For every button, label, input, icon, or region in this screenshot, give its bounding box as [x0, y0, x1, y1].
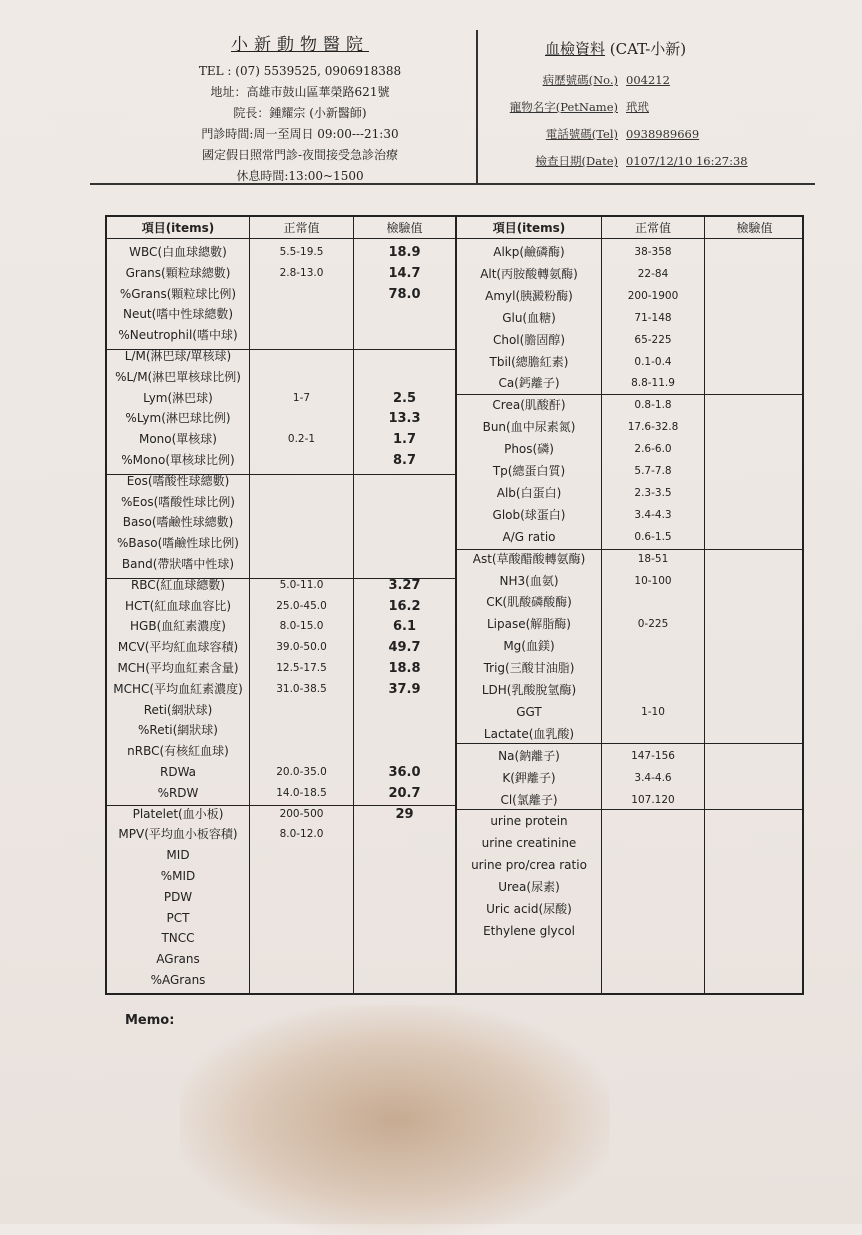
row-item: Grans(顆粒球總數)	[125, 265, 231, 280]
row-normal: 14.0-18.5	[276, 786, 327, 799]
tel-label: 電話號碼(Tel)	[545, 127, 618, 141]
row-result: 8.7	[392, 453, 417, 468]
header-normal-left: 正常值	[283, 221, 320, 235]
row-result: 49.7	[388, 640, 421, 656]
row-normal	[602, 724, 704, 745]
row-normal	[250, 970, 353, 991]
row-result	[705, 899, 804, 920]
row-normal: 3.4-4.6	[634, 771, 672, 784]
row-normal: 107.120	[631, 793, 675, 806]
row-item: WBC(白血球總數)	[129, 245, 227, 259]
row-normal: 0-225	[637, 618, 669, 631]
record-value: 004212	[626, 73, 670, 87]
row-result	[705, 680, 804, 701]
pet-row	[500, 94, 800, 121]
row-item: Lipase(解脂酶)	[487, 617, 571, 632]
header-normal-right: 正常值	[634, 221, 671, 235]
row-result	[705, 614, 804, 635]
row-normal	[250, 720, 353, 741]
row-normal	[250, 845, 353, 866]
row-result	[705, 768, 804, 789]
row-item: Ast(草酸醋酸轉氨酶)	[472, 551, 586, 566]
row-normal: 22-84	[637, 267, 669, 280]
row-item: Urea(尿素)	[498, 880, 560, 895]
row-item: %Baso(嗜鹼性球比例)	[117, 536, 239, 551]
row-item: TNCC	[161, 931, 195, 946]
header-result-left: 檢驗值	[386, 221, 423, 235]
row-item: Glu(血糖)	[502, 310, 556, 325]
row-result	[354, 866, 455, 887]
row-item: Alkp(鹼磷酶)	[493, 245, 565, 259]
row-normal	[250, 304, 353, 325]
row-item: Chol(膽固醇)	[492, 332, 566, 347]
row-item: Tbil(總膽紅素)	[489, 354, 569, 369]
row-item: Ethylene glycol	[483, 923, 575, 938]
row-normal	[602, 636, 704, 657]
row-item: MPV(平均血小板容積)	[118, 827, 238, 842]
row-result: 37.9	[388, 681, 421, 697]
row-result	[354, 741, 455, 762]
row-item: RDWa	[159, 765, 197, 779]
row-item: %Eos(嗜酸性球比例)	[121, 494, 235, 509]
row-normal: 1-10	[641, 705, 665, 718]
row-normal: 39.0-50.0	[276, 641, 327, 654]
row-result	[354, 700, 455, 721]
row-normal: 147-156	[631, 749, 675, 762]
row-item: Alb(白蛋白)	[496, 485, 562, 500]
row-item: Phos(磷)	[504, 442, 554, 457]
header-divider	[476, 30, 478, 185]
row-result: 1.7	[392, 432, 417, 448]
row-result: 2.5	[392, 390, 417, 406]
row-result	[705, 242, 804, 263]
row-result	[705, 746, 804, 767]
row-result	[705, 833, 804, 854]
row-item: HCT(紅血球血容比)	[124, 598, 232, 613]
pet-value: 玳玳	[626, 100, 649, 114]
row-normal: 25.0-45.0	[276, 599, 327, 612]
row-result	[354, 908, 455, 929]
row-normal	[250, 512, 353, 533]
row-item: %RDW	[157, 785, 199, 800]
row-result	[705, 702, 804, 723]
row-normal: 5.5-19.5	[279, 246, 324, 258]
row-normal: 0.8-1.8	[634, 399, 672, 412]
row-normal	[250, 367, 353, 388]
row-item: Lym(淋巴球)	[143, 390, 213, 405]
row-item: MCHC(平均血紅素濃度)	[113, 681, 243, 696]
row-normal: 3.4-4.3	[634, 508, 672, 521]
row-result: 14.7	[388, 265, 421, 281]
row-result	[705, 417, 804, 438]
row-normal: 71-148	[634, 311, 672, 324]
row-item: urine creatinine	[481, 836, 577, 851]
date-value: 0107/12/10 16:27:38	[626, 154, 748, 168]
row-result: 36.0	[388, 765, 421, 780]
row-normal	[602, 680, 704, 701]
tel-row	[500, 121, 800, 148]
row-normal: 8.0-12.0	[279, 828, 324, 841]
row-normal: 17.6-32.8	[627, 421, 679, 434]
row-result	[705, 286, 804, 307]
row-result	[705, 877, 804, 898]
row-item: Trig(三酸甘油脂)	[483, 661, 575, 676]
row-result: 20.7	[388, 785, 421, 801]
row-normal: 65-225	[634, 333, 672, 346]
row-item: Ca(鈣離子)	[498, 376, 560, 391]
row-result: 18.8	[388, 661, 421, 676]
row-item: GGT	[516, 704, 542, 719]
row-normal: 31.0-38.5	[276, 682, 327, 695]
row-normal	[250, 949, 353, 970]
row-result	[705, 811, 804, 832]
row-result	[705, 790, 804, 811]
row-normal: 200-500	[279, 807, 324, 820]
row-item: Glob(球蛋白)	[492, 507, 566, 522]
row-normal: 8.8-11.9	[631, 377, 675, 390]
row-result	[705, 855, 804, 876]
row-item: RBC(紅血球總數)	[130, 577, 226, 592]
row-normal	[250, 533, 353, 554]
row-result	[354, 554, 455, 575]
clinic-name: 小新動物醫院	[231, 35, 369, 55]
row-item: MCV(平均紅血球容積)	[117, 640, 239, 655]
header-items-right: 項目(items)	[492, 221, 566, 235]
row-normal: 5.0-11.0	[279, 578, 324, 591]
row-normal: 2.6-6.0	[634, 443, 672, 456]
row-item: %Grans(顆粒球比例)	[119, 286, 237, 301]
row-result	[705, 483, 804, 504]
row-result	[354, 970, 455, 991]
row-result	[705, 592, 804, 613]
row-item: Reti(網狀球)	[143, 702, 213, 717]
clinic-holiday: 國定假日照常門診-夜間接受急診治療	[201, 148, 399, 162]
row-normal	[250, 346, 353, 367]
row-item: %Reti(網狀球)	[138, 723, 218, 738]
row-normal	[250, 908, 353, 929]
blood-test-table	[105, 215, 804, 995]
row-normal	[250, 741, 353, 762]
row-result	[705, 921, 804, 942]
clinic-tel: TEL : (07) 5539525, 0906918388	[198, 64, 402, 78]
clinic-header	[150, 30, 450, 187]
row-result: 16.2	[388, 598, 421, 614]
row-item: Tp(總蛋白質)	[492, 464, 566, 478]
row-item: %L/M(淋巴單核球比例)	[115, 369, 241, 384]
row-item: Eos(嗜酸性球總數)	[126, 473, 230, 488]
row-item: NH3(血氨)	[499, 573, 559, 588]
row-result: 18.9	[388, 245, 421, 260]
row-result	[705, 330, 804, 351]
record-label: 病歷號碼(No.)	[542, 73, 618, 87]
row-item: %Neutrophil(嗜中球)	[118, 328, 238, 343]
header-result-right: 檢驗值	[736, 221, 773, 235]
row-result	[354, 928, 455, 949]
report-title-main: 血檢資料	[545, 40, 606, 58]
tel-value: 0938989669	[626, 127, 700, 141]
row-result	[705, 505, 804, 526]
row-normal	[250, 492, 353, 513]
row-result	[354, 346, 455, 367]
row-result	[354, 949, 455, 970]
row-normal	[602, 658, 704, 679]
row-normal: 20.0-35.0	[276, 766, 327, 778]
report-title	[545, 38, 800, 59]
row-item: Na(鈉離子)	[498, 748, 560, 763]
row-result	[705, 527, 804, 548]
report-title-sub: (CAT-小新)	[609, 40, 687, 58]
row-result: 13.3	[388, 411, 421, 427]
row-item: CK(肌酸磷酸酶)	[486, 595, 572, 610]
row-item: %AGrans	[150, 973, 206, 987]
row-result: 6.1	[392, 619, 417, 635]
row-item: Band(帶狀嗜中性球)	[121, 557, 235, 571]
row-result	[354, 325, 455, 346]
row-normal	[602, 592, 704, 613]
row-result	[705, 308, 804, 329]
row-result	[354, 845, 455, 866]
row-result	[354, 887, 455, 908]
row-item: Alt(丙胺酸轉氨酶)	[480, 266, 578, 281]
record-row	[500, 67, 800, 94]
row-result	[705, 439, 804, 460]
row-normal: 0.6-1.5	[634, 530, 672, 543]
clinic-rest: 休息時間:13:00~1500	[236, 169, 364, 183]
row-result	[705, 636, 804, 657]
row-normal: 12.5-17.5	[276, 662, 327, 674]
row-normal	[250, 450, 353, 471]
clinic-hours: 門診時間:周一至周日 09:00---21:30	[201, 127, 399, 141]
row-normal	[250, 284, 353, 305]
row-normal: 18-51	[637, 552, 669, 565]
row-item: Platelet(血小板)	[132, 806, 224, 821]
row-normal	[250, 325, 353, 346]
row-result	[705, 373, 804, 394]
row-result	[354, 720, 455, 741]
row-item: %Lym(淋巴球比例)	[125, 411, 231, 426]
row-normal	[250, 928, 353, 949]
row-normal: 10-100	[634, 574, 672, 587]
row-item: Mg(血鎂)	[503, 639, 555, 654]
row-result	[705, 658, 804, 679]
pet-label: 寵物名字(PetName)	[509, 100, 618, 114]
row-item: urine pro/crea ratio	[471, 858, 587, 873]
row-normal: 1-7	[292, 391, 311, 404]
patient-info	[500, 38, 800, 175]
memo-label: Memo:	[125, 1013, 175, 1028]
row-result	[354, 824, 455, 845]
row-normal	[602, 899, 704, 920]
row-result	[705, 352, 804, 373]
row-normal	[250, 471, 353, 492]
row-item: urine protein	[490, 814, 568, 829]
header-items-left: 項目(items)	[141, 221, 215, 235]
row-item: PCT	[166, 910, 190, 925]
row-normal: 0.2-1	[287, 433, 316, 446]
row-result	[705, 461, 804, 482]
row-item: Lactate(血乳酸)	[483, 726, 575, 741]
row-result: 29	[395, 806, 414, 822]
row-normal: 2.8-13.0	[279, 266, 324, 279]
row-result	[354, 304, 455, 325]
row-normal: 0.1-0.4	[634, 355, 672, 368]
row-item: K(鉀離子)	[502, 770, 556, 785]
row-normal	[602, 921, 704, 942]
row-item: nRBC(有核紅血球)	[127, 744, 229, 759]
row-item: %Mono(單核球比例)	[121, 453, 235, 467]
row-result	[705, 264, 804, 285]
header-rule	[90, 183, 815, 185]
row-normal	[250, 887, 353, 908]
row-normal	[602, 855, 704, 876]
row-item: PDW	[163, 889, 193, 904]
row-result	[705, 571, 804, 592]
row-normal	[602, 877, 704, 898]
row-item: L/M(淋巴球/單核球)	[124, 349, 232, 363]
clinic-director: 院長：鍾耀宗 (小新醫師)	[233, 106, 367, 120]
row-item: Neut(嗜中性球總數)	[122, 307, 234, 322]
row-result: 78.0	[388, 286, 421, 302]
row-normal	[250, 866, 353, 887]
row-normal: 38-358	[634, 246, 672, 258]
paper-stain	[180, 1005, 610, 1235]
row-result	[354, 512, 455, 533]
date-label: 檢查日期(Date)	[535, 154, 618, 168]
clinic-address: 地址：高雄市鼓山區華榮路621號	[210, 85, 390, 99]
row-result	[705, 549, 804, 570]
row-normal	[602, 811, 704, 832]
row-result	[705, 724, 804, 745]
row-item: Amyl(胰澱粉酶)	[485, 288, 573, 303]
row-result	[354, 533, 455, 554]
row-normal: 8.0-15.0	[279, 620, 324, 633]
row-normal: 5.7-7.8	[634, 465, 672, 477]
row-result	[354, 367, 455, 388]
row-item: Crea(肌酸酐)	[492, 398, 566, 413]
row-item: Bun(血中尿素氮)	[482, 420, 576, 435]
row-item: Mono(單核球)	[138, 432, 217, 447]
row-item: AGrans	[156, 952, 200, 967]
row-item: HGB(血紅素濃度)	[130, 619, 226, 634]
row-item: A/G ratio	[502, 529, 556, 544]
row-result	[705, 395, 804, 416]
row-normal	[250, 700, 353, 721]
row-result	[354, 471, 455, 492]
row-item: %MID	[160, 869, 196, 883]
row-normal	[250, 408, 353, 429]
row-normal	[602, 833, 704, 854]
row-item: Baso(嗜鹼性球總數)	[122, 515, 234, 530]
row-item: MID	[166, 848, 190, 863]
row-result	[354, 492, 455, 513]
row-normal: 2.3-3.5	[634, 486, 672, 499]
row-item: LDH(乳酸脫氫酶)	[481, 683, 577, 697]
row-normal: 200-1900	[627, 289, 679, 302]
row-normal	[250, 554, 353, 575]
row-item: Cl(氯離子)	[500, 792, 558, 807]
row-item: MCH(平均血紅素含量)	[117, 661, 239, 675]
row-item: Uric acid(尿酸)	[486, 902, 572, 916]
date-row	[500, 148, 800, 175]
row-result: 3.27	[388, 577, 421, 593]
